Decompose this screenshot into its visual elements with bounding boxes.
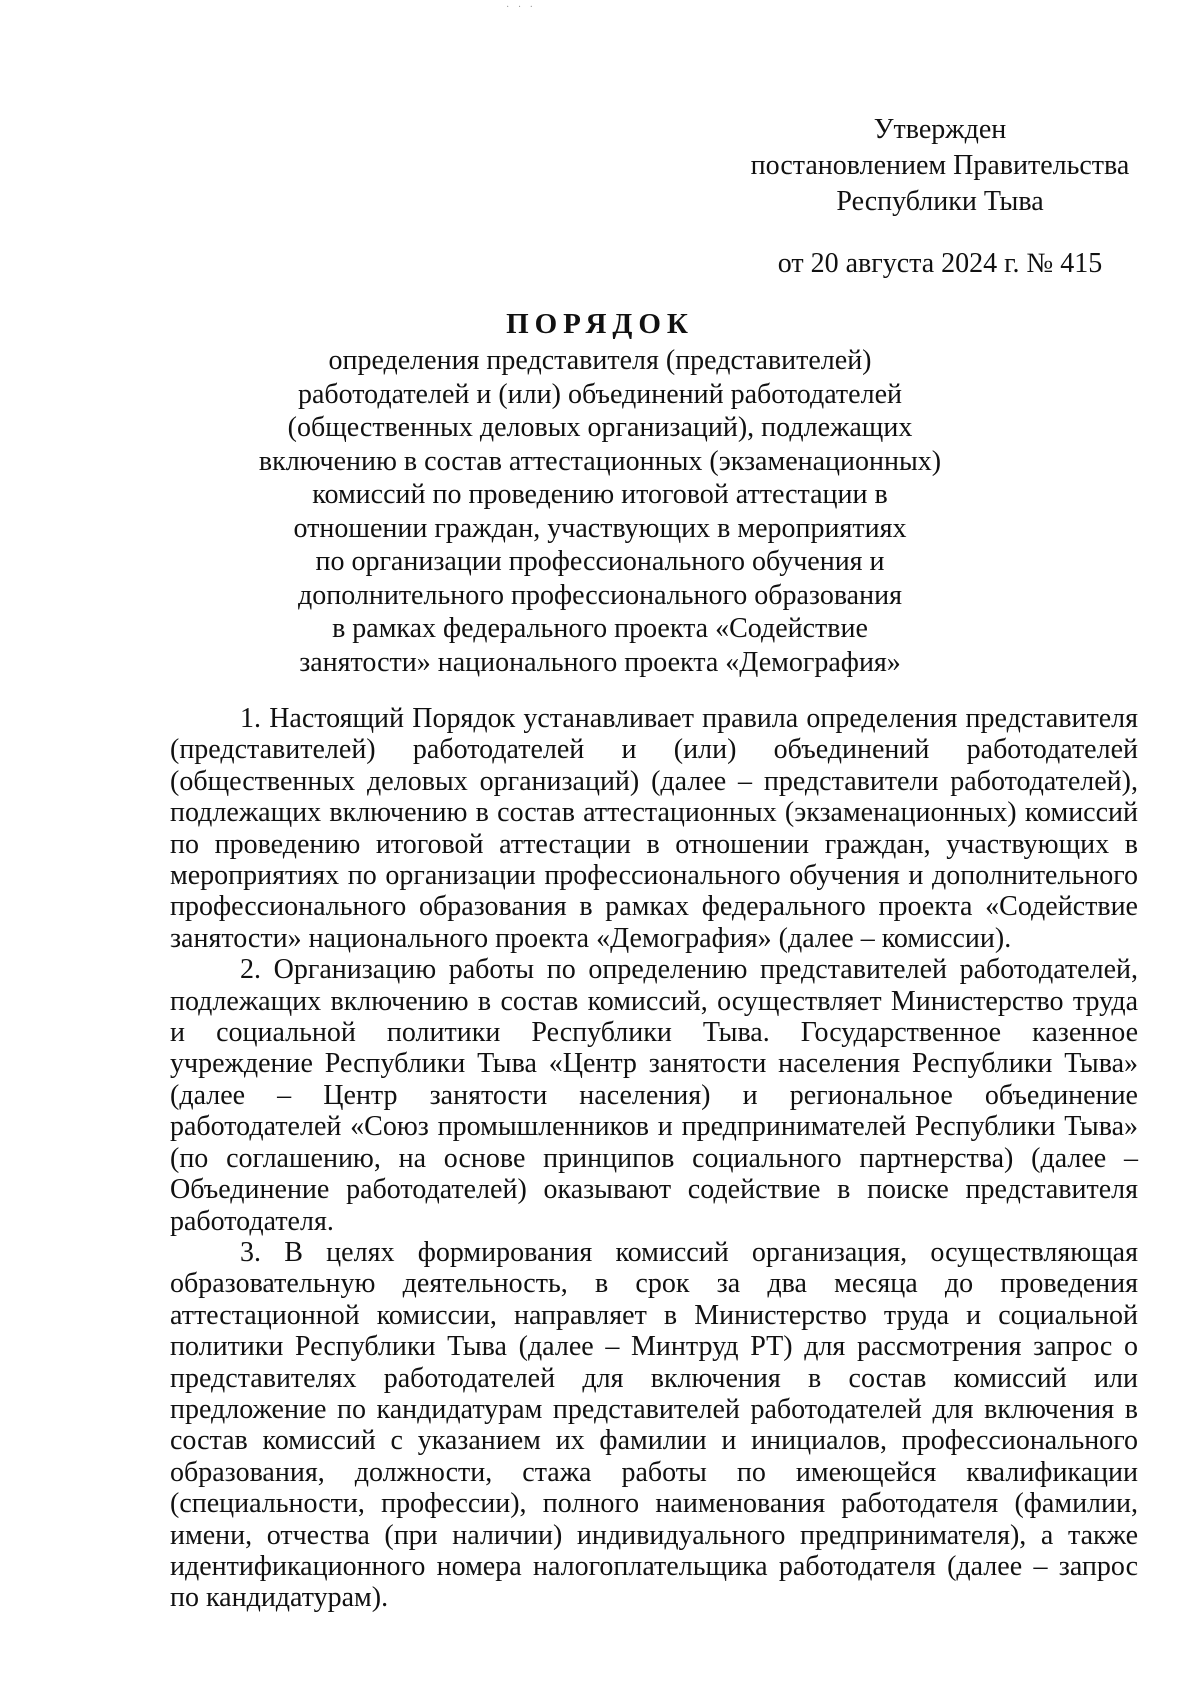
subtitle-line: работодателей и (или) объединений работодателей <box>298 378 902 410</box>
paragraph-1: 1. Настоящий Порядок устанавливает правила определения представителя (представителей) работодателей и (или) объединений работодателей (общественных деловых организаций) (далее – представители работодателей), подлежащих включению в состав аттестационных (экзаменационных) комиссий по проведению итоговой аттестации в отношении граждан, участвующих в мероприятиях по организации профессионального обучения и дополнительного профессионального образования в рамках федерального проекта «Содействие занятости» национального проекта «Демография» (далее – комиссии). <box>170 703 1138 954</box>
approval-date-line: от 20 августа 2024 г. № 415 <box>777 248 1103 279</box>
document-title: ПОРЯДОК <box>506 308 694 340</box>
approval-stamp-block <box>730 112 1150 282</box>
subtitle-line: по организации профессионального обучения и <box>315 546 885 577</box>
approval-line: Утвержден <box>873 114 1007 145</box>
title-block <box>200 306 1000 679</box>
subtitle-line: (общественных деловых организаций), подлежащих <box>287 412 913 443</box>
approval-line: Республики Тыва <box>836 186 1044 217</box>
subtitle-line: дополнительного профессионального образования <box>298 579 902 611</box>
approval-line: постановлением Правительства <box>750 150 1130 181</box>
paragraph-3: 3. В целях формирования комиссий организация, осуществляющая образовательную деятельность, в срок за два месяца до проведения аттестационной комиссии, направляет в Министерство труда и социальной политики Республики Тыва (далее – Минтруд РТ) для рассмотрения запрос о представителях работодателей для включения в состав комиссий или предложение по кандидатурам представителей работодателей для включения в состав комиссий с указанием их фамилии и инициалов, профессионального образования, должности, стажа работы по имеющейся квалификации (специальности, профессии), полного наименования работодателя (фамилии, имени, отчества (при наличии) индивидуального предпринимателя), а также идентификационного номера налогоплательщика работодателя (далее – запрос по кандидатурам). <box>170 1236 1138 1614</box>
paragraph-2: 2. Организацию работы по определению представителей работодателей, подлежащих включению в состав комиссий, осуществляет Министерство труда и социальной политики Республики Тыва. Государственное казенное учреждение Республики Тыва «Центр занятости населения Республики Тыва» (далее – Центр занятости населения) и региональное объединение работодателей «Союз промышленников и предпринимателей Республики Тыва» (по соглашению, на основе принципов социального партнерства) (далее – Объединение работодателей) оказывают содействие в поиске представителя работодателя. <box>170 954 1138 1237</box>
scan-artifact: · · · <box>506 2 536 13</box>
subtitle-line: отношении граждан, участвующих в мероприятиях <box>293 512 907 544</box>
subtitle-line: включению в состав аттестационных (экзаменационных) <box>258 445 942 477</box>
subtitle-line: в рамках федерального проекта «Содействие <box>332 613 868 644</box>
subtitle-line: комиссий по проведению итоговой аттестации в <box>312 479 888 510</box>
document-body <box>170 703 1138 1614</box>
subtitle-line: занятости» национального проекта «Демография» <box>299 646 901 678</box>
subtitle-line: определения представителя (представителей) <box>328 345 872 376</box>
